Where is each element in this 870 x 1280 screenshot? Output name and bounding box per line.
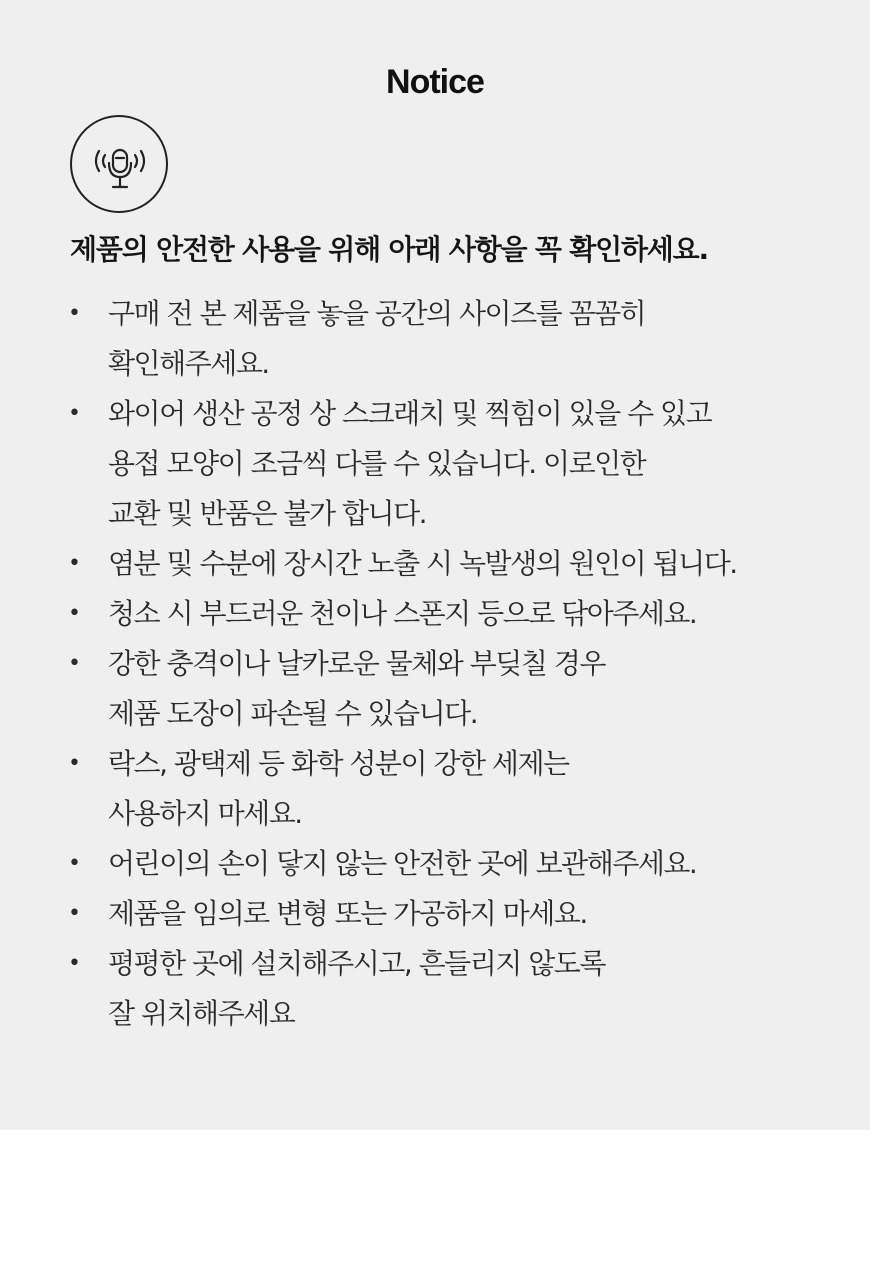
notice-headline: 제품의 안전한 사용을 위해 아래 사항을 꼭 확인하세요. — [70, 233, 708, 266]
bullet-icon: • — [68, 651, 80, 676]
list-item — [0, 389, 870, 539]
list-item-line: 와이어 생산 공정 상 스크래치 및 찍힘이 있을 수 있고 — [108, 397, 712, 430]
bullet-icon: • — [68, 301, 80, 326]
list-item — [0, 589, 870, 639]
bullet-icon: • — [68, 551, 80, 576]
bullet-icon: • — [68, 601, 80, 626]
list-item-line: 제품을 임의로 변형 또는 가공하지 마세요. — [108, 897, 587, 930]
list-item — [0, 289, 870, 389]
bullet-icon: • — [68, 951, 80, 976]
list-item — [0, 539, 870, 589]
list-item — [0, 939, 870, 1039]
list-item-line: 제품 도장이 파손될 수 있습니다. — [108, 697, 478, 730]
bullet-icon: • — [68, 751, 80, 776]
list-item-line: 교환 및 반품은 불가 합니다. — [108, 497, 427, 530]
list-item-line: 잘 위치해주세요 — [108, 997, 295, 1030]
notice-title: Notice — [386, 63, 484, 101]
list-item-line: 락스, 광택제 등 화학 성분이 강한 세제는 — [108, 747, 569, 780]
bullet-icon: • — [68, 901, 80, 926]
list-item — [0, 639, 870, 739]
list-item-line: 구매 전 본 제품을 놓을 공간의 사이즈를 꼼꼼히 — [108, 297, 646, 330]
list-item-line: 확인해주세요. — [108, 347, 269, 380]
list-item-line: 용접 모양이 조금씩 다를 수 있습니다. 이로인한 — [108, 447, 646, 480]
list-item-line: 염분 및 수분에 장시간 노출 시 녹발생의 원인이 됩니다. — [108, 547, 737, 580]
list-item — [0, 739, 870, 839]
bullet-icon: • — [68, 851, 80, 876]
list-item — [0, 839, 870, 889]
list-item-line: 강한 충격이나 날카로운 물체와 부딪칠 경우 — [108, 647, 605, 680]
list-item-line: 평평한 곳에 설치해주시고, 흔들리지 않도록 — [108, 947, 605, 980]
list-item-line: 사용하지 마세요. — [108, 797, 302, 830]
list-item-line: 청소 시 부드러운 천이나 스폰지 등으로 닦아주세요. — [108, 597, 697, 630]
list-item — [0, 889, 870, 939]
list-item-line: 어린이의 손이 닿지 않는 안전한 곳에 보관해주세요. — [108, 847, 697, 880]
microphone-broadcast-icon — [70, 115, 168, 213]
bullet-icon: • — [68, 401, 80, 426]
notice-list — [0, 289, 870, 1039]
